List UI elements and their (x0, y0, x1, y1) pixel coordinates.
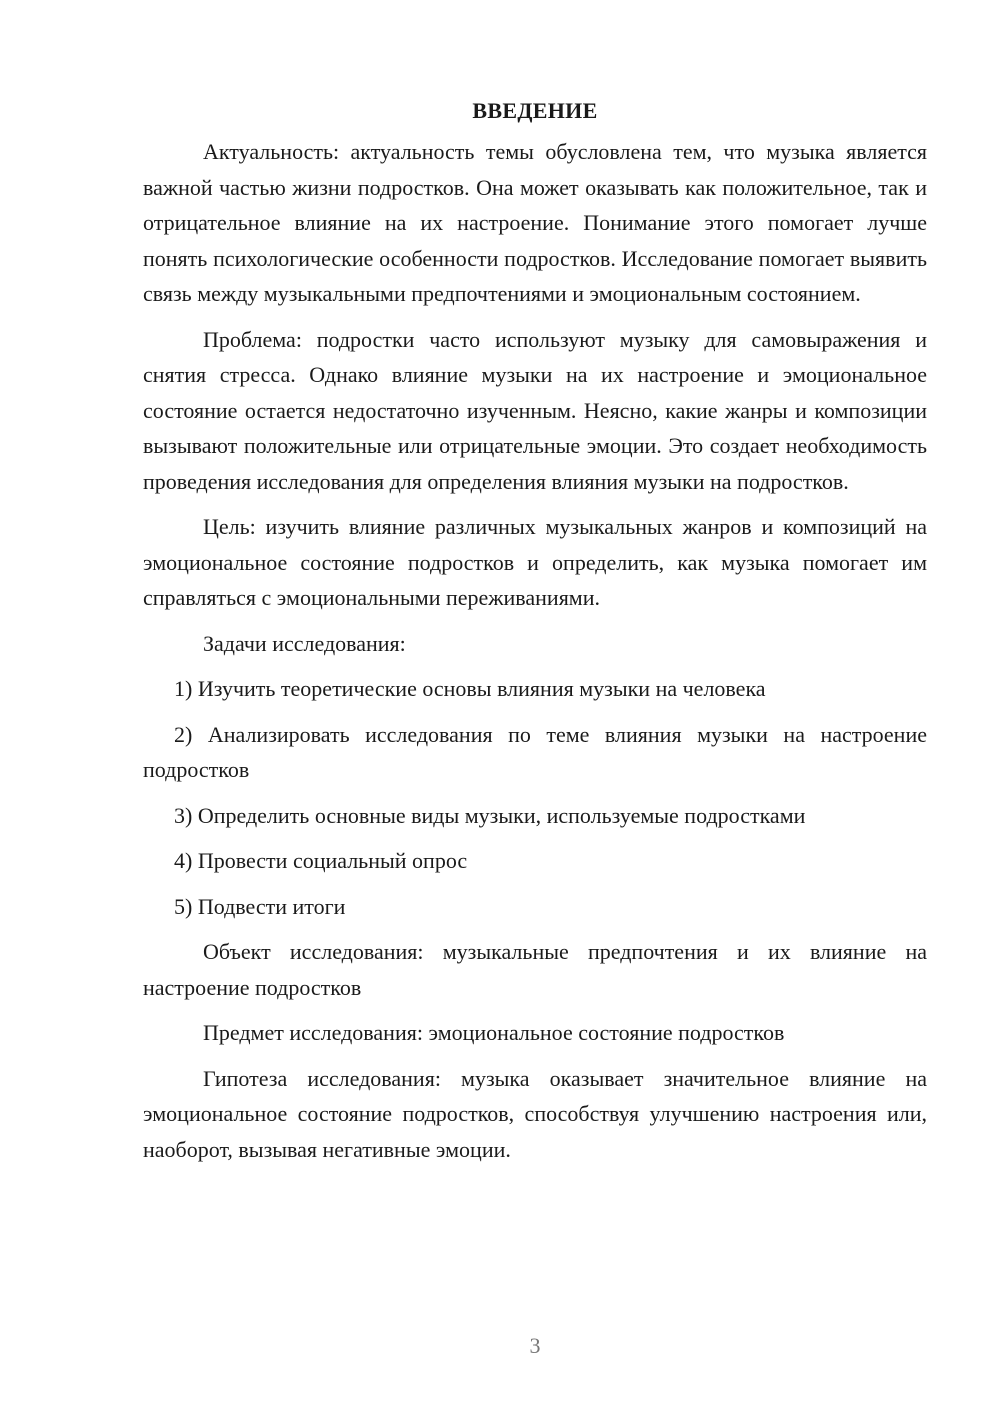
relevance-paragraph: Актуальность: актуальность темы обусловлена тем, что музыка является важной частью жизни подростков. Она может оказывать как положительное, так и отрицательное влияние на их настроение. Понимание этого помогает лучше понять психологические особенности подростков. Исследование помогает выявить связь между музыкальными предпочтениями и эмоциональным состоянием. (143, 139, 927, 306)
goal-paragraph: Цель: изучить влияние различных музыкальных жанров и композиций на эмоциональное состояние подростков и определить, как музыка помогает им справляться с эмоциональными переживаниями. (143, 514, 927, 610)
task-item-5: 5) Подвести итоги (174, 893, 346, 919)
problem-paragraph: Проблема: подростки часто используют музыку для самовыражения и снятия стресса. Однако влияние музыки на их настроение и эмоциональное состояние остается недостаточно изученным. Неясно, какие жанры и композиции вызывают положительные или отрицательные эмоции. Это создает необходимость проведения исследования для определения влияния музыки на подростков. (143, 326, 927, 494)
page-number: 3 (529, 1333, 541, 1358)
task-item-1: 1) Изучить теоретические основы влияния музыки на человека (174, 676, 766, 701)
section-title: ВВЕДЕНИЕ (472, 98, 598, 123)
page-content (143, 96, 927, 1177)
task-item-4: 4) Провести социальный опрос (174, 848, 468, 873)
subject-paragraph: Предмет исследования: эмоциональное состояние подростков (203, 1020, 785, 1045)
tasks-heading: Задачи исследования: (203, 630, 406, 656)
task-item-3: 3) Определить основные виды музыки, используемые подростками (174, 802, 806, 828)
task-item-2: 2) Анализировать исследования по теме влияния музыки на настроение подростков (143, 721, 927, 782)
hypothesis-paragraph: Гипотеза исследования: музыка оказывает значительное влияние на эмоциональное состояние подростков, способствуя улучшению настроения или, наоборот, вызывая негативные эмоции. (143, 1065, 927, 1162)
object-paragraph: Объект исследования: музыкальные предпочтения и их влияние на настроение подростков (143, 939, 927, 1000)
